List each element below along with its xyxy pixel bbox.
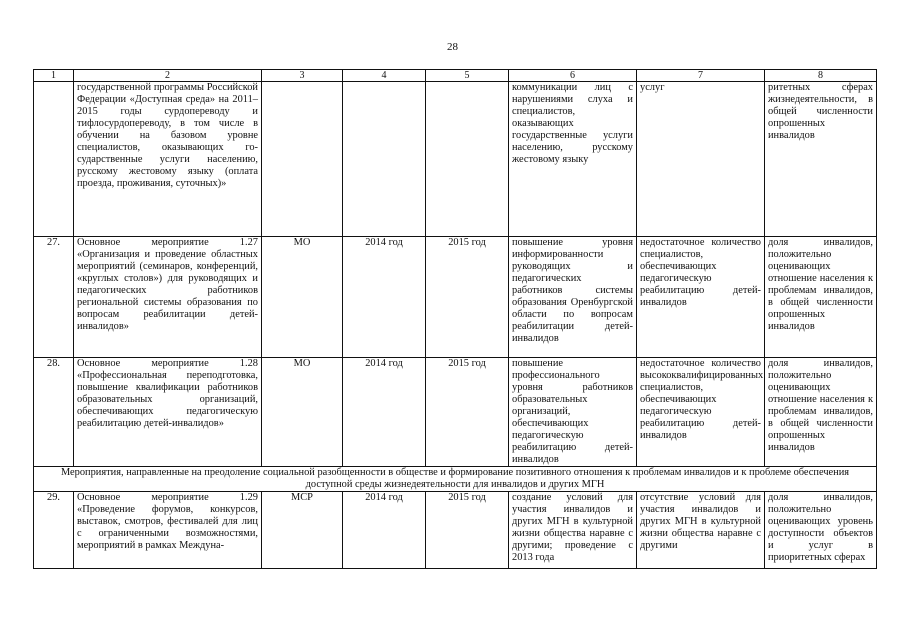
event-cell: Основное мероприятие 1.27 «Организация и проведение областных мероприятий (семинаров, конференций, «круглых столов») для руководящих и педагогических работников региональной системы образования по вопросам реабилитации детей-инвалидов» — [74, 237, 262, 358]
column-header: 7 — [637, 70, 765, 82]
event-cell: Основное мероприятие 1.29 «Проведение форумов, конкурсов, выставок, смотров, фестивалей для лиц с ограниченными возможностями, мероприятий в рамках Междуна- — [74, 492, 262, 569]
row-number-cell — [34, 82, 74, 237]
start-date-cell: 2014 год — [343, 492, 426, 569]
end-date-cell: 2015 год — [426, 237, 509, 358]
problem-cell: отсутствие условий для участия инвалидов и других МГН в культурной жизни общества наравне с другими — [637, 492, 765, 569]
problem-cell: услуг — [637, 82, 765, 237]
column-header: 2 — [74, 70, 262, 82]
indicator-cell: доля инвалидов, положительно оценивающих отношение населения к проблемам инвалидов, в общей численности опрошенных инвалидов — [765, 237, 877, 358]
end-date-cell: 2015 год — [426, 492, 509, 569]
page-number: 28 — [447, 41, 458, 53]
problem-cell: недостаточное количество специалистов, обеспечивающих педагогическую реабилитацию детей-инвалидов — [637, 237, 765, 358]
row-number-cell: 28. — [34, 358, 74, 467]
result-cell: создание условий для участия инвалидов и других МГН в культурной жизни общества наравне с другими; проведение с 2013 года — [509, 492, 637, 569]
column-header: 1 — [34, 70, 74, 82]
column-header: 5 — [426, 70, 509, 82]
table-row — [34, 492, 877, 569]
section-title: Мероприятия, направленные на преодоление социальной разобщенности в обществе и формирование позитивного отношения к проблемам инвалидов и к проблеме обеспечения доступной среды жизнедеятельности для инвалидов и других МГН — [34, 467, 877, 492]
end-date-cell — [426, 82, 509, 237]
executor-cell: МО — [262, 237, 343, 358]
indicator-cell: доля инвалидов, положительно оценивающих отношение населения к проблемам инвалидов, в общей численности опрошенных инвалидов — [765, 358, 877, 467]
column-header: 8 — [765, 70, 877, 82]
event-cell: Основное мероприятие 1.28 «Профессиональная переподготовка, повышение квалификации работников образовательных организаций, обеспечивающих педагогическую реабилитацию детей-инвалидов» — [74, 358, 262, 467]
executor-cell: МО — [262, 358, 343, 467]
row-number-cell: 29. — [34, 492, 74, 569]
executor-cell — [262, 82, 343, 237]
indicator-cell: ритетных сферах жизнедеятельности, в общей численности опрошенных инвалидов — [765, 82, 877, 237]
result-cell: коммуникации лиц с нарушениями слуха и специалистов, оказывающих государственные услуги населению, русскому жестовому языку — [509, 82, 637, 237]
result-cell: повышение уровня информированности руководящих и педагогических работников системы образования Оренбургской области по вопросам реабилитации детей-инвалидов — [509, 237, 637, 358]
end-date-cell: 2015 год — [426, 358, 509, 467]
result-cell: повышение профессионального уровня работников образовательных организаций, обеспечивающих педагогическую реабилитацию детей-инвалидов — [509, 358, 637, 467]
indicator-cell: доля инвалидов, положительно оценивающих уровень доступности объектов и услуг в приоритетных сферах — [765, 492, 877, 569]
start-date-cell: 2014 год — [343, 237, 426, 358]
section-header-row — [34, 467, 877, 492]
column-header: 3 — [262, 70, 343, 82]
start-date-cell: 2014 год — [343, 358, 426, 467]
column-header: 4 — [343, 70, 426, 82]
executor-cell: МСР — [262, 492, 343, 569]
problem-cell: недостаточное количество высококвалифицированных специалистов, обеспечивающих педагогическую реабилитацию детей-инвалидов — [637, 358, 765, 467]
column-header: 6 — [509, 70, 637, 82]
column-number-header-row — [34, 70, 877, 82]
event-cell: государственной программы Российской Федерации «Доступная среда» на 2011–2015 годы сурдопереводу и тифлосурдопереводу, в том числе в обучении на базовом уровне специалистов, оказывающих го-сударственные услуги населению, русскому жестовому языку (оплата проезда, проживания, суточных)» — [74, 82, 262, 237]
start-date-cell — [343, 82, 426, 237]
table-row — [34, 82, 877, 237]
table-row — [34, 358, 877, 467]
events-table — [33, 69, 877, 569]
table-row — [34, 237, 877, 358]
row-number-cell: 27. — [34, 237, 74, 358]
